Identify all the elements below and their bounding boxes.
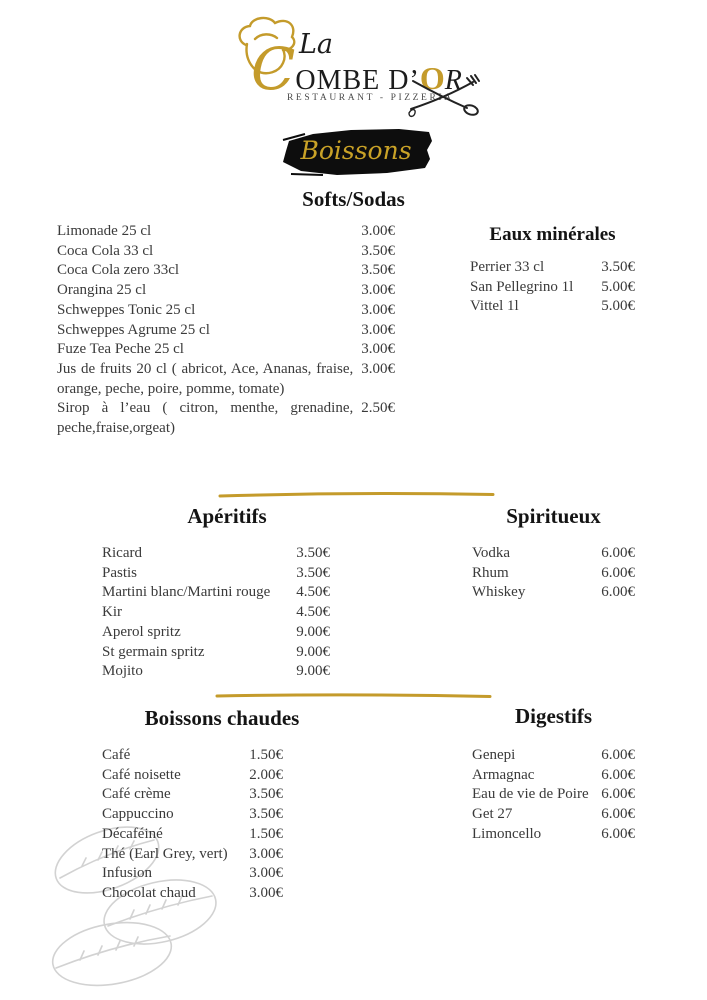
item-name: Eau de vie de Poire: [472, 786, 589, 803]
section-title-softs: Softs/Sodas: [302, 187, 405, 211]
restaurant-logo: [225, 15, 485, 115]
section-title-chaudes: Boissons chaudes: [144, 706, 300, 730]
menu-item-row: [57, 340, 395, 360]
item-name: Schweppes Tonic 25 cl: [57, 301, 196, 318]
menu-item-row: [102, 662, 330, 682]
item-name: Café: [102, 747, 131, 763]
item-name: Infusion: [102, 865, 152, 882]
item-price: 1.50€: [249, 747, 283, 763]
menu-item-row: [102, 643, 330, 663]
item-price: 3.50€: [361, 242, 395, 259]
item-price: 9.00€: [296, 663, 330, 680]
menu-item-row: [472, 544, 635, 564]
menu-item-row: [57, 399, 395, 438]
item-name: Armagnac: [472, 766, 535, 783]
item-name: Genepi: [472, 747, 516, 763]
item-price: 3.00€: [361, 301, 395, 318]
menu-item-row: [472, 805, 635, 825]
item-price: 3.50€: [601, 259, 635, 275]
menu-item-row: [102, 603, 330, 623]
item-price: 6.00€: [601, 825, 635, 842]
brand-final: R: [444, 65, 462, 96]
item-name: Mojito: [102, 663, 143, 680]
menu-item-row: [472, 564, 635, 584]
item-price: 5.00€: [601, 278, 635, 295]
item-name: Orangina 25 cl: [57, 282, 147, 299]
item-price: 2.00€: [249, 766, 283, 783]
item-price: 3.00€: [361, 223, 395, 239]
menu-item-row: [102, 766, 283, 786]
item-price: 3.00€: [361, 282, 395, 299]
menu-item-row: [472, 785, 635, 805]
menu-item-row: [102, 884, 283, 904]
list-digestifs: [472, 746, 635, 845]
item-name: Coca Cola zero 33cl: [57, 262, 180, 279]
menu-item-row: [57, 301, 395, 321]
item-price: 3.00€: [249, 884, 283, 901]
menu-item-row: [102, 623, 330, 643]
menu-item-row: [57, 222, 395, 242]
menu-item-row: [102, 746, 283, 766]
item-price: 3.00€: [361, 341, 395, 358]
brand-gold-o: O: [419, 60, 445, 96]
page-title: Boissons: [300, 136, 412, 165]
brand-script-prefix: La: [299, 29, 334, 60]
section-title-aperitifs: Apéritifs: [187, 504, 267, 528]
item-name: Martini blanc/Martini rouge: [102, 584, 271, 601]
item-price: 6.00€: [601, 806, 635, 823]
item-price: 6.00€: [601, 584, 635, 601]
item-price: 5.00€: [601, 298, 635, 315]
item-name: Pastis: [102, 564, 138, 581]
item-name: Vodka: [472, 545, 511, 561]
item-name: Coca Cola 33 cl: [57, 242, 154, 259]
menu-item-row: [102, 583, 330, 603]
list-chaudes: [102, 746, 283, 904]
list-softs: [57, 222, 395, 439]
item-name: Perrier 33 cl: [470, 259, 545, 275]
item-price: 4.50€: [296, 584, 330, 601]
item-price: 6.00€: [601, 747, 635, 763]
item-name: Café noisette: [102, 766, 181, 783]
item-price: 6.00€: [601, 786, 635, 803]
item-name: Sirop à l’eau ( citron, menthe, grenadine, peche,fraise,orgeat): [57, 400, 354, 437]
menu-item-row: [57, 360, 395, 399]
menu-item-row: [472, 583, 635, 603]
item-name: Limonade 25 cl: [57, 223, 152, 239]
item-name: Rhum: [472, 564, 509, 581]
list-aperitifs: [102, 544, 330, 682]
item-price: 9.00€: [296, 623, 330, 640]
section-title-digestifs: Digestifs: [515, 704, 592, 728]
item-price: 3.00€: [249, 865, 283, 882]
item-name: Ricard: [102, 545, 142, 561]
item-price: 3.50€: [296, 545, 330, 561]
brand-initial: C: [251, 35, 296, 103]
menu-item-row: [470, 258, 635, 278]
menu-item-row: [472, 825, 635, 845]
item-price: 6.00€: [601, 564, 635, 581]
list-eaux: [470, 258, 635, 317]
menu-item-row: [102, 544, 330, 564]
item-name: Vittel 1l: [470, 298, 519, 315]
item-price: 2.50€: [361, 400, 395, 417]
section-title-eaux: Eaux minérales: [489, 224, 616, 245]
item-name: Kir: [102, 604, 122, 621]
menu-item-row: [470, 297, 635, 317]
menu-item-row: [102, 864, 283, 884]
item-name: Thé (Earl Grey, vert): [102, 845, 228, 862]
item-name: Chocolat chaud: [102, 884, 196, 901]
section-title-spiritueux: Spiritueux: [506, 504, 601, 528]
menu-item-row: [57, 242, 395, 262]
item-price: 6.00€: [601, 766, 635, 783]
menu-item-row: [102, 564, 330, 584]
item-price: 3.00€: [361, 321, 395, 338]
item-price: 4.50€: [296, 604, 330, 621]
item-price: 3.50€: [249, 786, 283, 803]
item-price: 6.00€: [601, 545, 635, 561]
item-name: Limoncello: [472, 825, 542, 842]
menu-item-row: [102, 845, 283, 865]
item-price: 3.00€: [361, 360, 395, 377]
menu-item-row: [472, 746, 635, 766]
menu-item-row: [57, 321, 395, 341]
list-spiritueux: [472, 544, 635, 603]
item-price: 3.00€: [249, 845, 283, 862]
brand-mid: OMBE D’: [295, 65, 420, 96]
item-name: Aperol spritz: [102, 623, 181, 640]
item-name: Décaféiné: [102, 825, 163, 842]
brand-tagline: RESTAURANT - PIZZERIA: [287, 93, 454, 103]
item-price: 9.00€: [296, 643, 330, 660]
item-price: 3.50€: [361, 262, 395, 279]
item-name: Get 27: [472, 806, 513, 823]
menu-item-row: [102, 825, 283, 845]
item-name: Cappuccino: [102, 806, 174, 823]
item-price: 1.50€: [249, 825, 283, 842]
menu-item-row: [102, 785, 283, 805]
item-name: St germain spritz: [102, 643, 205, 660]
menu-item-row: [102, 805, 283, 825]
gold-divider-1: [218, 486, 495, 494]
item-name: Café crème: [102, 786, 171, 803]
item-price: 3.50€: [296, 564, 330, 581]
gold-divider-2: [215, 687, 492, 695]
boissons-banner: [279, 126, 433, 178]
crossed-cutlery-icon: [407, 73, 483, 119]
item-name: Schweppes Agrume 25 cl: [57, 321, 210, 338]
item-name: Fuze Tea Peche 25 cl: [57, 341, 184, 358]
item-name: Whiskey: [472, 584, 526, 601]
item-price: 3.50€: [249, 806, 283, 823]
item-name: San Pellegrino 1l: [470, 278, 574, 295]
menu-item-row: [57, 281, 395, 301]
menu-item-row: [57, 261, 395, 281]
menu-item-row: [470, 278, 635, 298]
menu-item-row: [472, 766, 635, 786]
item-name: Jus de fruits 20 cl ( abricot, Ace, Ananas, fraise, orange, peche, poire, pomme, tomate): [57, 360, 354, 397]
